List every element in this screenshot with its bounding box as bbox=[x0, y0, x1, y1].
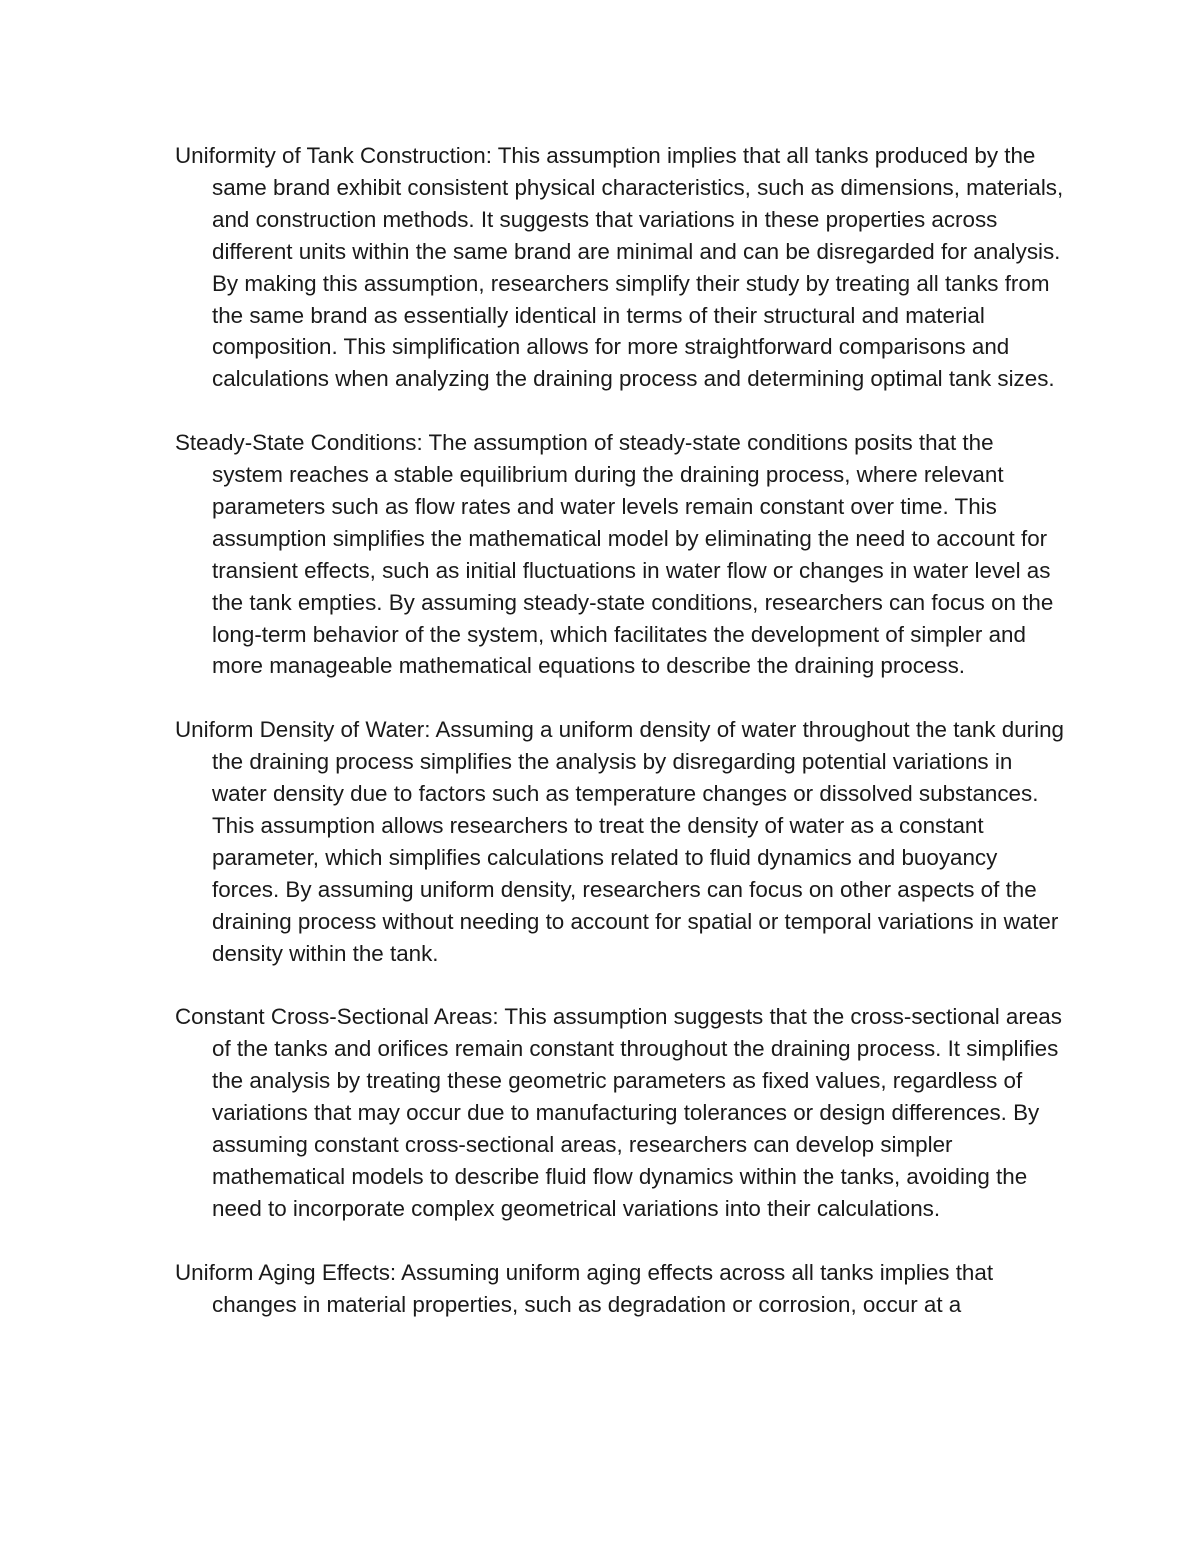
document-body bbox=[175, 140, 1065, 1352]
paragraph-constant-cross-sectional-areas: Constant Cross-Sectional Areas: This assumption suggests that the cross-sectional areas of the tanks and orifices remain constant throughout the draining process. It simplifies the analysis by treating these geometric parameters as fixed values, regardless of variations that may occur due to manufacturing tolerances or design differences. By assuming constant cross-sectional areas, researchers can develop simpler mathematical models to describe fluid flow dynamics within the tanks, avoiding the need to incorporate complex geometrical variations into their calculations. bbox=[175, 1004, 1062, 1221]
paragraph-uniform-density-of-water: Uniform Density of Water: Assuming a uniform density of water throughout the tank during the draining process simplifies the analysis by disregarding potential variations in water density due to factors such as temperature changes or dissolved substances. This assumption allows researchers to treat the density of water as a constant parameter, which simplifies calculations related to fluid dynamics and buoyancy forces. By assuming uniform density, researchers can focus on other aspects of the draining process without needing to account for spatial or temporal variations in water density within the tank. bbox=[175, 717, 1064, 966]
paragraph-uniformity-of-tank-construction: Uniformity of Tank Construction: This assumption implies that all tanks produced by the same brand exhibit consistent physical characteristics, such as dimensions, materials, and construction methods. It suggests that variations in these properties across different units within the same brand are minimal and can be disregarded for analysis. By making this assumption, researchers simplify their study by treating all tanks from the same brand as essentially identical in terms of their structural and material composition. This simplification allows for more straightforward comparisons and calculations when analyzing the draining process and determining optimal tank sizes. bbox=[175, 143, 1064, 392]
paragraph-steady-state-conditions: Steady-State Conditions: The assumption of steady-state conditions posits that the system reaches a stable equilibrium during the draining process, where relevant parameters such as flow rates and water levels remain constant over time. This assumption simplifies the mathematical model by eliminating the need to account for transient effects, such as initial fluctuations in water flow or changes in water level as the tank empties. By assuming steady-state conditions, researchers can focus on the long-term behavior of the system, which facilitates the development of simpler and more manageable mathematical equations to describe the draining process. bbox=[175, 430, 1054, 679]
paragraph-uniform-aging-effects: Uniform Aging Effects: Assuming uniform aging effects across all tanks implies that changes in material properties, such as degradation or corrosion, occur at a bbox=[175, 1259, 994, 1317]
